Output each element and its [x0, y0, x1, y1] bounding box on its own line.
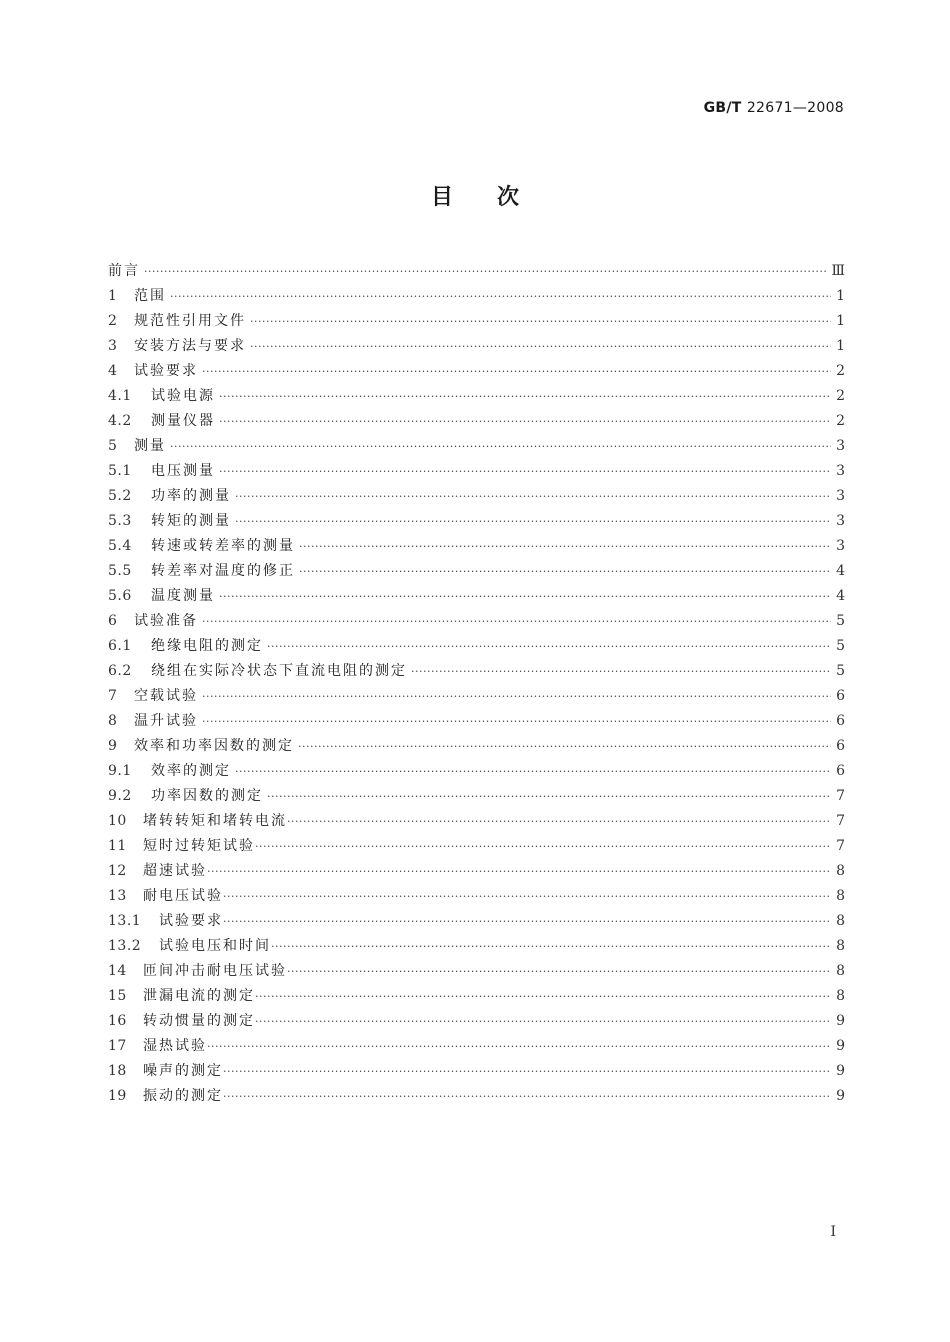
toc-entry[interactable] — [108, 434, 845, 459]
toc-entry-page: 2 — [836, 363, 845, 379]
toc-entry-number: 16 — [108, 1013, 127, 1029]
toc-entry-number: 18 — [108, 1063, 127, 1079]
toc-entry-title: 试验电压和时间 — [159, 938, 271, 954]
toc-leader-dots — [219, 584, 831, 609]
toc-leader-dots — [207, 859, 831, 884]
toc-entry-title: 短时过转矩试验 — [143, 838, 255, 854]
toc-entry-title: 空载试验 — [134, 688, 198, 704]
toc-entry-number: 4.2 — [108, 413, 132, 429]
toc-entry[interactable] — [108, 334, 845, 359]
toc-entry-title: 规范性引用文件 — [134, 313, 246, 329]
toc-entry-number: 19 — [108, 1088, 127, 1104]
toc-entry-number: 5.5 — [108, 563, 132, 579]
toc-leader-dots — [223, 1059, 831, 1084]
toc-leader-dots — [250, 334, 831, 359]
toc-entry-number: 14 — [108, 963, 127, 979]
toc-entry[interactable] — [108, 659, 845, 684]
toc-entry-title: 测量 — [134, 438, 166, 454]
toc-entry-title: 匝间冲击耐电压试验 — [143, 963, 287, 979]
toc-entry-page: 3 — [836, 538, 845, 554]
toc-entry-number: 13.1 — [108, 913, 142, 929]
toc-entry-title: 耐电压试验 — [143, 888, 223, 904]
toc-entry-title: 安装方法与要求 — [134, 338, 246, 354]
toc-entry-page: 6 — [836, 713, 845, 729]
toc-entry-title: 电压测量 — [151, 463, 215, 479]
toc-entry-title: 效率和功率因数的测定 — [134, 738, 294, 754]
toc-entry-title: 转矩的测量 — [151, 513, 231, 529]
toc-entry-number: 5.4 — [108, 538, 132, 554]
toc-leader-dots — [170, 434, 831, 459]
toc-entry-number: 13.2 — [108, 938, 142, 954]
toc-leader-dots — [219, 409, 831, 434]
toc-leader-dots — [287, 959, 831, 984]
toc-entry[interactable] — [108, 484, 845, 509]
toc-entry-title: 功率的测量 — [151, 488, 231, 504]
toc-entry-number: 9.1 — [108, 763, 132, 779]
toc-leader-dots — [223, 1084, 831, 1109]
toc-entry-page: 3 — [836, 438, 845, 454]
toc-entry-title: 前言 — [108, 263, 140, 279]
toc-entry-title: 试验电源 — [151, 388, 215, 404]
toc-entry-page: 5 — [836, 613, 845, 629]
toc-entry-page: 5 — [836, 638, 845, 654]
toc-entry-number: 5 — [108, 438, 118, 454]
toc-entry-number: 10 — [108, 813, 127, 829]
toc-entry-page: 6 — [836, 763, 845, 779]
toc-entry[interactable] — [108, 584, 845, 609]
toc-entry-page: 2 — [836, 413, 845, 429]
toc-leader-dots — [219, 384, 831, 409]
toc-leader-dots — [298, 734, 831, 759]
toc-entry-page: 5 — [836, 663, 845, 679]
toc-entry[interactable] — [108, 1084, 845, 1109]
toc-entry-title: 堵转转矩和堵转电流 — [143, 813, 287, 829]
toc-entry[interactable] — [108, 534, 845, 559]
toc-entry[interactable] — [108, 809, 845, 834]
toc-entry[interactable] — [108, 1034, 845, 1059]
toc-leader-dots — [267, 634, 831, 659]
toc-leader-dots — [223, 884, 831, 909]
toc-entry-page: Ⅲ — [831, 263, 845, 279]
toc-entry-title: 试验要求 — [159, 913, 223, 929]
toc-leader-dots — [287, 809, 831, 834]
toc-entry-page: 8 — [836, 888, 845, 904]
page-title: 目次 — [430, 185, 563, 210]
toc-leader-dots — [255, 984, 831, 1009]
toc-entry-number: 11 — [108, 838, 127, 854]
toc-entry-number: 5.1 — [108, 463, 132, 479]
toc-leader-dots — [202, 709, 831, 734]
toc-entry-number: 8 — [108, 713, 118, 729]
toc-entry-page: 7 — [836, 838, 845, 854]
toc-leader-dots — [235, 484, 831, 509]
toc-entry[interactable] — [108, 1059, 845, 1084]
toc-leader-dots — [235, 509, 831, 534]
toc-entry-title: 湿热试验 — [143, 1038, 207, 1054]
toc-entry-page: 6 — [836, 738, 845, 754]
toc-entry[interactable] — [108, 609, 845, 634]
toc-entry-page: 9 — [836, 1038, 845, 1054]
toc-leader-dots — [267, 784, 831, 809]
toc-entry[interactable] — [108, 984, 845, 1009]
toc-entry-number: 5.2 — [108, 488, 132, 504]
toc-leader-dots — [144, 259, 827, 284]
toc-entry[interactable] — [108, 959, 845, 984]
toc-entry-page: 1 — [836, 338, 845, 354]
standard-number — [704, 100, 844, 116]
toc-entry[interactable] — [108, 559, 845, 584]
toc-entry-title: 测量仪器 — [151, 413, 215, 429]
toc-entry[interactable] — [108, 359, 845, 384]
toc-entry-number: 5.3 — [108, 513, 132, 529]
toc-entry-number: 6 — [108, 613, 118, 629]
table-of-contents — [108, 259, 845, 1109]
toc-leader-dots — [299, 559, 831, 584]
toc-entry[interactable] — [108, 834, 845, 859]
toc-entry-title: 绝缘电阻的测定 — [151, 638, 263, 654]
toc-entry[interactable] — [108, 684, 845, 709]
toc-entry-title: 试验准备 — [134, 613, 198, 629]
toc-leader-dots — [271, 934, 831, 959]
toc-entry-title: 范围 — [134, 288, 166, 304]
page-number: Ⅰ — [830, 1224, 836, 1240]
toc-leader-dots — [202, 684, 831, 709]
toc-entry-number: 13 — [108, 888, 127, 904]
toc-entry-page: 8 — [836, 988, 845, 1004]
toc-entry[interactable] — [108, 734, 845, 759]
toc-entry-title: 试验要求 — [134, 363, 198, 379]
toc-entry[interactable] — [108, 1009, 845, 1034]
toc-leader-dots — [250, 309, 831, 334]
toc-entry[interactable] — [108, 759, 845, 784]
toc-entry-title: 温升试验 — [134, 713, 198, 729]
toc-leader-dots — [202, 359, 831, 384]
toc-entry-number: 9 — [108, 738, 118, 754]
toc-entry-number: 7 — [108, 688, 118, 704]
toc-leader-dots — [255, 834, 831, 859]
toc-entry[interactable] — [108, 409, 845, 434]
toc-entry[interactable] — [108, 884, 845, 909]
toc-entry[interactable] — [108, 934, 845, 959]
toc-entry-page: 8 — [836, 863, 845, 879]
toc-entry-number: 4 — [108, 363, 118, 379]
toc-entry-page: 4 — [836, 563, 845, 579]
toc-entry-number: 6.1 — [108, 638, 132, 654]
toc-entry-page: 3 — [836, 488, 845, 504]
toc-entry-number: 17 — [108, 1038, 127, 1054]
toc-entry[interactable] — [108, 284, 845, 309]
toc-leader-dots — [170, 284, 831, 309]
toc-entry-title: 转动惯量的测定 — [143, 1013, 255, 1029]
toc-entry-page: 3 — [836, 463, 845, 479]
toc-entry-page: 8 — [836, 938, 845, 954]
toc-entry-title: 噪声的测定 — [143, 1063, 223, 1079]
toc-entry[interactable] — [108, 384, 845, 409]
toc-entry-number: 6.2 — [108, 663, 132, 679]
toc-entry[interactable] — [108, 459, 845, 484]
toc-entry-number: 4.1 — [108, 388, 132, 404]
standard-code: 22671—2008 — [746, 100, 844, 116]
toc-leader-dots — [219, 459, 831, 484]
toc-leader-dots — [299, 534, 831, 559]
toc-entry-title: 泄漏电流的测定 — [143, 988, 255, 1004]
toc-entry[interactable] — [108, 309, 845, 334]
toc-entry-page: 8 — [836, 963, 845, 979]
toc-entry-title: 功率因数的测定 — [151, 788, 263, 804]
toc-entry-number: 12 — [108, 863, 127, 879]
toc-entry-title: 超速试验 — [143, 863, 207, 879]
toc-entry-title: 振动的测定 — [143, 1088, 223, 1104]
toc-entry-page: 3 — [836, 513, 845, 529]
toc-entry[interactable] — [108, 259, 845, 284]
toc-entry[interactable] — [108, 784, 845, 809]
toc-entry-title: 绕组在实际冷状态下直流电阻的测定 — [151, 663, 407, 679]
toc-entry-page: 6 — [836, 688, 845, 704]
toc-leader-dots — [411, 659, 831, 684]
toc-entry-number: 15 — [108, 988, 127, 1004]
toc-leader-dots — [207, 1034, 831, 1059]
toc-leader-dots — [255, 1009, 831, 1034]
toc-entry[interactable] — [108, 859, 845, 884]
toc-entry-title: 温度测量 — [151, 588, 215, 604]
toc-entry-page: 9 — [836, 1013, 845, 1029]
toc-leader-dots — [235, 759, 831, 784]
toc-entry-page: 4 — [836, 588, 845, 604]
toc-entry-number: 1 — [108, 288, 118, 304]
toc-entry-page: 9 — [836, 1063, 845, 1079]
toc-entry-number: 5.6 — [108, 588, 132, 604]
toc-entry-page: 1 — [836, 288, 845, 304]
toc-entry-page: 1 — [836, 313, 845, 329]
toc-entry-number: 3 — [108, 338, 118, 354]
toc-entry[interactable] — [108, 634, 845, 659]
toc-entry-page: 9 — [836, 1088, 845, 1104]
toc-entry-page: 7 — [836, 813, 845, 829]
toc-entry-title: 转速或转差率的测量 — [151, 538, 295, 554]
toc-entry-page: 2 — [836, 388, 845, 404]
toc-entry[interactable] — [108, 709, 845, 734]
toc-entry-number: 2 — [108, 313, 118, 329]
toc-entry-page: 7 — [836, 788, 845, 804]
standard-prefix: GB/T — [703, 100, 742, 116]
toc-entry[interactable] — [108, 509, 845, 534]
toc-entry-title: 效率的测定 — [151, 763, 231, 779]
toc-entry-page: 8 — [836, 913, 845, 929]
toc-entry-title: 转差率对温度的修正 — [151, 563, 295, 579]
toc-leader-dots — [202, 609, 831, 634]
toc-leader-dots — [223, 909, 831, 934]
toc-entry[interactable] — [108, 909, 845, 934]
toc-entry-number: 9.2 — [108, 788, 132, 804]
